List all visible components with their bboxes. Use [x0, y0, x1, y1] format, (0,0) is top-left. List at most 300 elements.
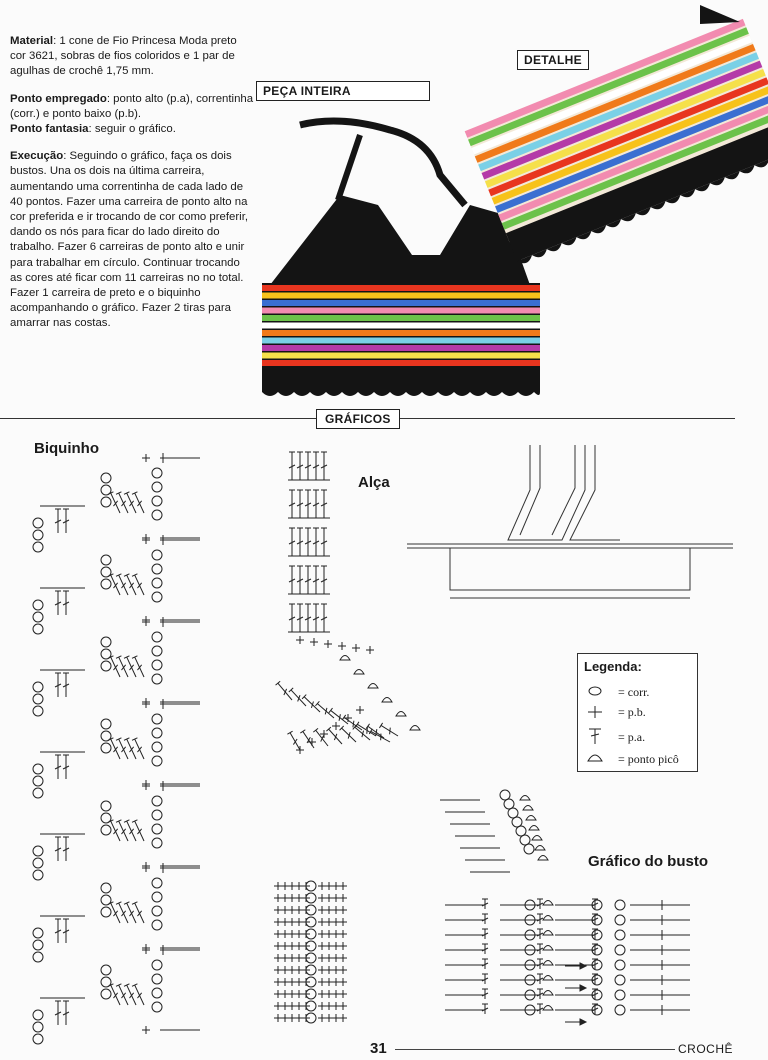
double-crochet: [340, 726, 359, 744]
double-crochet: [108, 656, 123, 678]
chain-stitch: [101, 989, 111, 999]
single-crochet: [274, 918, 282, 926]
single-crochet: [332, 722, 340, 730]
chain-stitch: [101, 579, 111, 589]
picot-stitch: [543, 961, 553, 966]
single-crochet: [142, 618, 150, 626]
single-crochet: [281, 954, 289, 962]
single-crochet: [295, 918, 303, 926]
single-crochet: [332, 894, 340, 902]
double-crochet: [313, 452, 319, 480]
single-crochet: [295, 942, 303, 950]
single-crochet: [339, 882, 347, 890]
double-crochet: [108, 738, 123, 760]
chain-stitch: [101, 661, 111, 671]
double-crochet: [321, 490, 327, 518]
single-crochet: [281, 1002, 289, 1010]
double-crochet: [124, 738, 139, 760]
single-crochet: [318, 966, 326, 974]
chain-stitch: [512, 817, 522, 827]
double-crochet: [305, 528, 311, 556]
legend-item-pb: = p.b.: [618, 705, 646, 719]
double-crochet: [116, 656, 131, 678]
picot-stitch: [543, 916, 553, 921]
chain-stitch: [152, 960, 162, 970]
single-crochet: [281, 942, 289, 950]
chain-stitch: [615, 915, 625, 925]
chain-stitch: [33, 694, 43, 704]
legend-item-pa: = p.a.: [618, 730, 646, 744]
chain-stitch: [33, 940, 43, 950]
single-crochet: [325, 966, 333, 974]
single-crochet: [318, 1002, 326, 1010]
double-crochet: [379, 723, 399, 739]
single-crochet: [332, 978, 340, 986]
single-crochet: [332, 918, 340, 926]
single-crochet: [318, 990, 326, 998]
single-crochet: [310, 638, 318, 646]
chain-stitch: [33, 624, 43, 634]
single-crochet: [288, 954, 296, 962]
chain-stitch: [152, 756, 162, 766]
chain-stitch: [152, 646, 162, 656]
double-crochet: [116, 738, 131, 760]
single-crochet: [318, 894, 326, 902]
double-crochet: [63, 837, 69, 861]
single-crochet: [296, 746, 304, 754]
arrow-head-icon: [580, 985, 586, 991]
single-crochet: [281, 918, 289, 926]
single-crochet: [318, 906, 326, 914]
single-crochet: [288, 882, 296, 890]
single-crochet: [318, 918, 326, 926]
picot-stitch: [340, 656, 350, 661]
chain-stitch: [615, 990, 625, 1000]
arrow-head-icon: [580, 963, 586, 969]
picot-stitch: [354, 670, 364, 675]
double-crochet: [482, 899, 488, 909]
chain-stitch: [33, 846, 43, 856]
single-crochet: [318, 942, 326, 950]
single-crochet: [332, 906, 340, 914]
chain-stitch: [33, 518, 43, 528]
single-crochet: [324, 640, 332, 648]
single-crochet: [339, 990, 347, 998]
chain-stitch: [101, 637, 111, 647]
single-crochet: [339, 1014, 347, 1022]
single-crochet: [332, 882, 340, 890]
fantasia-text: : seguir o gráfico.: [88, 123, 176, 136]
double-crochet: [482, 1004, 488, 1014]
single-crochet: [332, 966, 340, 974]
arrow-head-icon: [580, 1019, 586, 1025]
chain-stitch: [504, 799, 514, 809]
double-crochet: [132, 902, 147, 924]
chain-stitch: [152, 660, 162, 670]
single-crochet: [288, 966, 296, 974]
single-crochet: [325, 954, 333, 962]
single-crochet: [325, 990, 333, 998]
single-crochet: [288, 918, 296, 926]
double-crochet: [132, 656, 147, 678]
chain-stitch: [152, 714, 162, 724]
chain-stitch: [101, 555, 111, 565]
single-crochet: [274, 954, 282, 962]
chain-stitch: [152, 728, 162, 738]
double-crochet: [313, 566, 319, 594]
chain-stitch: [615, 930, 625, 940]
single-crochet: [288, 990, 296, 998]
single-crochet: [274, 978, 282, 986]
legend-item-corr: = corr.: [618, 685, 650, 699]
single-crochet: [366, 646, 374, 654]
chain-stitch: [152, 824, 162, 834]
single-crochet: [288, 1002, 296, 1010]
single-crochet: [295, 894, 303, 902]
single-crochet: [325, 882, 333, 890]
double-crochet: [537, 914, 543, 924]
double-crochet: [300, 730, 316, 750]
chain-stitch: [520, 835, 530, 845]
picot-stitch: [526, 816, 536, 821]
single-crochet: [288, 906, 296, 914]
double-crochet: [297, 452, 303, 480]
single-crochet: [281, 882, 289, 890]
double-crochet: [321, 604, 327, 632]
chain-symbol-icon: [589, 687, 601, 695]
biquinho-title: Biquinho: [34, 440, 99, 457]
single-crochet: [332, 930, 340, 938]
single-crochet: [274, 894, 282, 902]
chain-stitch: [33, 870, 43, 880]
single-crochet: [295, 1002, 303, 1010]
single-crochet: [325, 918, 333, 926]
single-crochet: [318, 882, 326, 890]
double-crochet: [297, 566, 303, 594]
chain-stitch: [33, 776, 43, 786]
alca-title: Alça: [358, 474, 390, 491]
chain-stitch: [33, 612, 43, 622]
single-crochet: [325, 894, 333, 902]
double-crochet: [329, 708, 350, 726]
double-crochet: [482, 914, 488, 924]
chain-stitch: [152, 892, 162, 902]
picot-stitch: [543, 901, 553, 906]
double-crochet: [55, 509, 61, 533]
chain-stitch: [152, 810, 162, 820]
double-crochet: [289, 528, 295, 556]
ponto-label: Ponto empregado: [10, 92, 107, 105]
double-crochet: [297, 528, 303, 556]
chain-stitch: [101, 497, 111, 507]
chain-stitch: [33, 1022, 43, 1032]
double-crochet: [108, 984, 123, 1006]
double-crochet: [321, 566, 327, 594]
double-crochet: [482, 944, 488, 954]
picot-stitch: [538, 856, 548, 861]
double-crochet: [537, 929, 543, 939]
double-crochet: [321, 528, 327, 556]
page-number: 31: [370, 1040, 387, 1057]
double-crochet: [132, 492, 147, 514]
double-crochet: [116, 574, 131, 596]
chain-stitch: [152, 920, 162, 930]
double-crochet: [124, 902, 139, 924]
chain-stitch: [615, 960, 625, 970]
chain-stitch: [615, 975, 625, 985]
double-crochet: [63, 591, 69, 615]
double-crochet: [63, 919, 69, 943]
double-crochet: [482, 974, 488, 984]
single-crochet: [325, 1014, 333, 1022]
double-crochet: [537, 1004, 543, 1014]
chain-stitch: [101, 743, 111, 753]
picot-stitch: [529, 826, 539, 831]
detalhe-label: DETALHE: [517, 50, 589, 70]
double-crochet: [63, 1001, 69, 1025]
chain-stitch: [152, 482, 162, 492]
chain-stitch: [152, 878, 162, 888]
single-crochet: [288, 930, 296, 938]
picot-stitch: [543, 976, 553, 981]
double-crochet: [537, 959, 543, 969]
double-crochet: [321, 452, 327, 480]
single-crochet: [295, 1014, 303, 1022]
chain-stitch: [152, 510, 162, 520]
chain-stitch: [101, 825, 111, 835]
chain-stitch: [33, 600, 43, 610]
single-crochet: [325, 930, 333, 938]
chain-stitch: [33, 530, 43, 540]
double-crochet: [124, 820, 139, 842]
double-crochet: [63, 509, 69, 533]
double-crochet: [132, 984, 147, 1006]
biquinho-chart: [33, 453, 200, 1044]
chain-stitch: [33, 764, 43, 774]
double-crochet: [124, 492, 139, 514]
single-crochet: [295, 930, 303, 938]
chain-stitch: [33, 952, 43, 962]
double-crochet: [537, 944, 543, 954]
double-crochet: [482, 929, 488, 939]
single-crochet: [332, 990, 340, 998]
single-crochet: [295, 990, 303, 998]
chain-stitch: [152, 674, 162, 684]
single-crochet: [281, 930, 289, 938]
picot-symbol-icon: [588, 755, 602, 761]
single-crochet: [332, 954, 340, 962]
chain-stitch: [152, 974, 162, 984]
double-crochet: [537, 989, 543, 999]
single-crochet: [142, 454, 150, 462]
picot-stitch: [382, 698, 392, 703]
double-crochet: [55, 1001, 61, 1025]
alca-chart: [288, 452, 330, 632]
double-crochet: [313, 528, 319, 556]
double-crochet: [108, 574, 123, 596]
picot-stitch: [543, 1006, 553, 1011]
chain-stitch: [500, 790, 510, 800]
single-crochet: [338, 642, 346, 650]
single-crochet: [339, 930, 347, 938]
double-crochet: [124, 574, 139, 596]
chain-stitch: [152, 592, 162, 602]
chain-stitch: [615, 900, 625, 910]
picot-stitch: [520, 796, 530, 801]
double-crochet: [276, 681, 295, 702]
double-crochet: [63, 673, 69, 697]
single-crochet: [352, 644, 360, 652]
single-crochet: [356, 706, 364, 714]
single-crochet: [339, 906, 347, 914]
double-crochet: [305, 604, 311, 632]
chain-stitch: [33, 682, 43, 692]
material-label: Material: [10, 35, 54, 47]
single-crochet: [288, 1014, 296, 1022]
double-crochet: [297, 604, 303, 632]
single-crochet: [339, 894, 347, 902]
single-crochet: [318, 1014, 326, 1022]
magazine-name: CROCHÊ: [678, 1042, 734, 1056]
single-crochet: [295, 906, 303, 914]
chain-stitch: [33, 542, 43, 552]
legend-box: [577, 653, 698, 772]
single-crochet: [142, 536, 150, 544]
double-crochet: [55, 837, 61, 861]
double-crochet: [537, 974, 543, 984]
footer-rule: [395, 1049, 675, 1050]
single-crochet: [281, 906, 289, 914]
double-crochet: [289, 490, 295, 518]
single-crochet: [295, 978, 303, 986]
peca-inteira-label: PEÇA INTEIRA: [256, 81, 430, 101]
chain-stitch: [516, 826, 526, 836]
double-crochet: [108, 902, 123, 924]
single-crochet: [288, 978, 296, 986]
chain-stitch: [152, 906, 162, 916]
double-crochet: [55, 673, 61, 697]
double-crochet: [116, 984, 131, 1006]
single-crochet: [325, 1002, 333, 1010]
row-arrows: [565, 963, 586, 1025]
chain-stitch: [152, 796, 162, 806]
chain-stitch: [152, 564, 162, 574]
material-text: : 1 cone de Fio Princesa Moda preto cor 3621, sobras de fios coloridos e 1 par de agulhas de crochê 1,75 mm.: [10, 35, 237, 78]
chain-stitch: [508, 808, 518, 818]
single-crochet: [274, 882, 282, 890]
single-crochet: [274, 990, 282, 998]
single-crochet: [274, 966, 282, 974]
chain-stitch: [33, 706, 43, 716]
single-crochet: [288, 942, 296, 950]
double-crochet: [305, 490, 311, 518]
single-crochet: [339, 978, 347, 986]
chain-stitch: [152, 838, 162, 848]
double-crochet: [326, 727, 344, 746]
chain-stitch: [152, 742, 162, 752]
chain-stitch: [101, 965, 111, 975]
picot-stitch: [543, 931, 553, 936]
single-crochet: [339, 942, 347, 950]
single-crochet: [318, 930, 326, 938]
single-crochet: [142, 864, 150, 872]
chain-stitch: [152, 988, 162, 998]
single-crochet: [296, 636, 304, 644]
chain-stitch: [615, 945, 625, 955]
single-crochet: [281, 966, 289, 974]
double-crochet: [116, 492, 131, 514]
double-crochet: [482, 989, 488, 999]
legend-title: Legenda:: [584, 659, 642, 674]
single-crochet: [274, 1002, 282, 1010]
picot-stitch: [368, 684, 378, 689]
single-crochet: [281, 894, 289, 902]
chain-stitch: [152, 578, 162, 588]
graficos-label: GRÁFICOS: [316, 409, 400, 429]
double-crochet: [116, 902, 131, 924]
chain-stitch: [524, 844, 534, 854]
single-crochet: [281, 1014, 289, 1022]
single-crochet: [339, 966, 347, 974]
single-crochet: [281, 978, 289, 986]
single-crochet: [318, 954, 326, 962]
double-crochet: [124, 656, 139, 678]
double-crochet: [63, 755, 69, 779]
single-crochet: [332, 1014, 340, 1022]
sc-symbol-icon: [588, 706, 602, 718]
grafico-busto-title: Gráfico do busto: [588, 853, 708, 870]
picot-stitch: [532, 836, 542, 841]
chain-stitch: [152, 468, 162, 478]
single-crochet: [339, 918, 347, 926]
chain-stitch: [101, 801, 111, 811]
double-crochet: [289, 604, 295, 632]
double-crochet: [289, 566, 295, 594]
double-crochet: [482, 959, 488, 969]
single-crochet: [325, 942, 333, 950]
chain-stitch: [615, 1005, 625, 1015]
double-crochet: [297, 490, 303, 518]
double-crochet: [313, 604, 319, 632]
single-crochet: [318, 978, 326, 986]
picot-stitch: [543, 991, 553, 996]
single-crochet: [142, 700, 150, 708]
single-crochet: [339, 1002, 347, 1010]
ponto-text: : ponto alto (p.a), correntinha (corr.) e ponto baixo (p.b).: [10, 92, 254, 120]
execucao-text: : Seguindo o gráfico, faça os dois bustos. Una os dois na última carreira, aumentando uma correntinha de cada lado de 40 pontos. Fazer uma carreira de ponto alto na cor preferida e ir trocando de cor como preferir, dando os nós para ficar do lado direito do trabalho. Fazer 6 carreiras de ponto alto e unir para trabalhar em círculo. Continuar trocando as cores até ficar com 11 carreiras no no total. Fazer 1 carreira de preto e o biquinho acompanhando o gráfico. Fazer 2 tiras para amarrar nas costas.: [10, 150, 249, 330]
picot-stitch: [543, 946, 553, 951]
single-crochet: [142, 1026, 150, 1034]
double-crochet: [116, 820, 131, 842]
single-crochet: [339, 954, 347, 962]
double-crochet: [124, 984, 139, 1006]
chain-stitch: [33, 928, 43, 938]
single-crochet: [281, 990, 289, 998]
double-crochet: [108, 820, 123, 842]
single-crochet: [332, 1002, 340, 1010]
chain-stitch: [33, 1010, 43, 1020]
double-crochet: [313, 490, 319, 518]
single-crochet: [274, 1014, 282, 1022]
picot-stitch: [523, 806, 533, 811]
dc-symbol-icon: [589, 729, 601, 744]
double-crochet: [369, 729, 391, 745]
single-crochet: [142, 946, 150, 954]
picot-stitch: [396, 712, 406, 717]
double-crochet: [305, 566, 311, 594]
chain-stitch: [33, 858, 43, 868]
double-crochet: [108, 492, 123, 514]
